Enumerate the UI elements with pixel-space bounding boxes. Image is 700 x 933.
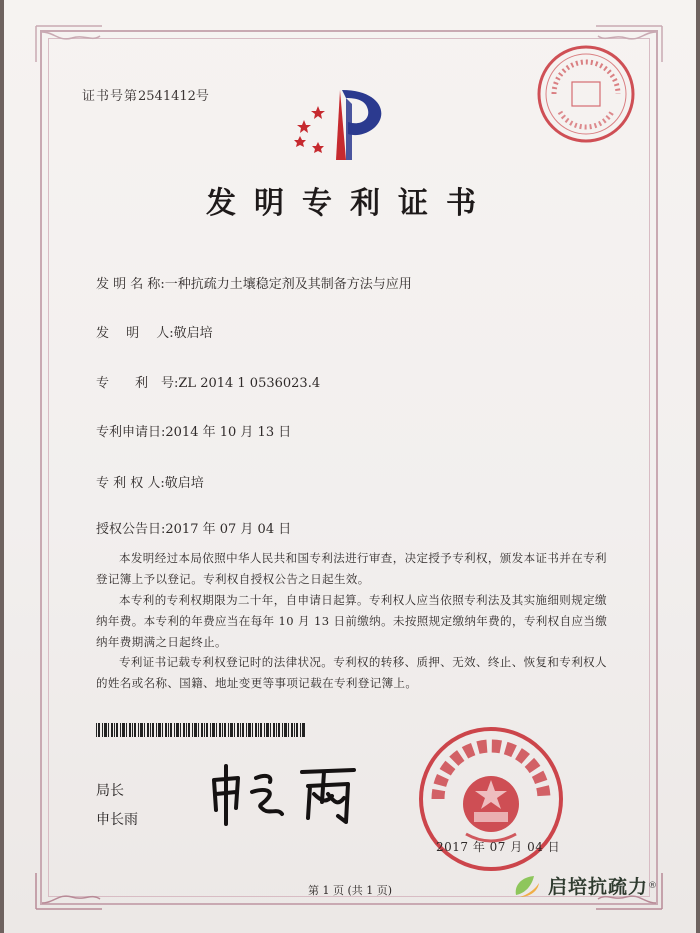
barcode-bar bbox=[284, 723, 287, 737]
certificate-number-value: 2541412 bbox=[138, 89, 196, 104]
barcode-bar bbox=[240, 723, 241, 737]
field-value: 2014 年 10 月 13 日 bbox=[165, 425, 292, 440]
barcode-bar bbox=[300, 723, 301, 737]
paragraph-legal-status bbox=[96, 652, 616, 694]
field-label: 专利申请日: bbox=[96, 425, 166, 440]
barcode-bar bbox=[258, 723, 259, 737]
barcode-bar bbox=[294, 723, 295, 737]
director-name: 申长雨 bbox=[96, 812, 138, 828]
barcode-bar bbox=[206, 723, 208, 737]
paragraph-text: 本专利的专利权期限为二十年，自申请日起算。专利权人应当依照专利法及其实施细则规定缴纳年费。本专利的年费应当在每年 10 月 13 日前缴纳。未按照规定缴纳年费的，专利权自应当缴纳年费期满之日起终止。 bbox=[96, 593, 608, 649]
field-value: ZL 2014 1 0536023.4 bbox=[178, 376, 321, 391]
barcode-bar bbox=[296, 723, 298, 737]
barcode-bar bbox=[260, 723, 262, 737]
registered-mark: ® bbox=[648, 880, 658, 891]
barcode-bar bbox=[122, 723, 125, 737]
certificate-number bbox=[82, 85, 210, 104]
field-value: 敬启培 bbox=[164, 476, 204, 491]
paragraph-grant-statement bbox=[96, 548, 616, 590]
barcode-bar bbox=[228, 723, 229, 737]
barcode-bar bbox=[120, 723, 121, 737]
brand-watermark bbox=[512, 872, 657, 899]
field-inventor bbox=[96, 322, 213, 341]
barcode-bar bbox=[162, 723, 163, 737]
field-label: 发 明 名 称: bbox=[96, 277, 165, 292]
field-label: 授权公告日: bbox=[96, 522, 166, 537]
paragraph-text: 专利证书记载专利权登记时的法律状况。专利权的转移、质押、无效、终止、恢复和专利权人的姓名或名称、国籍、地址变更等事项记载在专利登记簿上。 bbox=[96, 655, 607, 690]
field-application-date bbox=[96, 421, 291, 440]
barcode-bar bbox=[183, 723, 185, 737]
barcode-bar bbox=[291, 723, 293, 737]
barcode-bar bbox=[186, 723, 187, 737]
barcode-bar bbox=[276, 723, 277, 737]
barcode bbox=[96, 722, 306, 736]
barcode-bar bbox=[188, 723, 190, 737]
field-value: 敬启培 bbox=[173, 326, 213, 341]
barcode-bar bbox=[147, 723, 149, 737]
field-patentee bbox=[96, 472, 204, 491]
barcode-bar bbox=[198, 723, 199, 737]
barcode-bar bbox=[129, 723, 131, 737]
barcode-bar bbox=[302, 723, 305, 737]
barcode-bar bbox=[168, 723, 169, 737]
barcode-bar bbox=[252, 723, 253, 737]
barcode-bar bbox=[222, 723, 223, 737]
barcode-bar bbox=[98, 723, 100, 737]
barcode-bar bbox=[210, 723, 211, 737]
field-invention-name bbox=[96, 273, 412, 292]
patent-office-emblem bbox=[290, 84, 402, 164]
barcode-bar bbox=[219, 723, 221, 737]
barcode-bar bbox=[242, 723, 244, 737]
barcode-bar bbox=[248, 723, 251, 737]
barcode-bar bbox=[234, 723, 235, 737]
field-value: 2017 年 07 月 04 日 bbox=[165, 522, 292, 537]
barcode-bar bbox=[132, 723, 133, 737]
barcode-bar bbox=[174, 723, 175, 737]
barcode-bar bbox=[204, 723, 205, 737]
barcode-bar bbox=[96, 723, 97, 737]
barcode-bar bbox=[192, 723, 193, 737]
field-label: 专 利 号: bbox=[96, 376, 179, 391]
field-value: 一种抗疏力土壤稳定剂及其制备方法与应用 bbox=[164, 277, 412, 292]
barcode-bar bbox=[126, 723, 127, 737]
corner-ornament-top-left bbox=[34, 24, 104, 64]
director-title: 局长 bbox=[96, 783, 124, 799]
barcode-bar bbox=[246, 723, 247, 737]
barcode-bar bbox=[176, 723, 179, 737]
field-patent-number bbox=[96, 372, 320, 391]
barcode-bar bbox=[144, 723, 145, 737]
barcode-bar bbox=[237, 723, 239, 737]
barcode-bar bbox=[116, 723, 118, 737]
barcode-bar bbox=[108, 723, 109, 737]
barcode-bar bbox=[255, 723, 257, 737]
certificate-number-suffix: 号 bbox=[195, 89, 210, 104]
barcode-bar bbox=[156, 723, 157, 737]
agency-seal-top bbox=[534, 42, 638, 146]
barcode-bar bbox=[150, 723, 151, 737]
leaf-logo-icon bbox=[512, 873, 542, 899]
barcode-bar bbox=[278, 723, 280, 737]
barcode-bar bbox=[180, 723, 181, 737]
barcode-bar bbox=[270, 723, 271, 737]
page-footer: 第 1 页 (共 1 页) bbox=[307, 884, 393, 897]
barcode-bar bbox=[282, 723, 283, 737]
barcode-bar bbox=[102, 723, 103, 737]
certificate-title: 发明专利证书 bbox=[206, 186, 494, 221]
paragraph-term-statement bbox=[96, 590, 616, 653]
certificate-sheet bbox=[4, 0, 696, 933]
barcode-bar bbox=[158, 723, 161, 737]
barcode-bar bbox=[165, 723, 167, 737]
barcode-bar bbox=[264, 723, 265, 737]
director-block bbox=[96, 780, 138, 838]
barcode-bar bbox=[138, 723, 139, 737]
certificate-number-label: 证书号第 bbox=[82, 89, 139, 104]
seal-date: 2017 年 07 月 04 日 bbox=[436, 840, 561, 854]
barcode-bar bbox=[224, 723, 226, 737]
field-label: 专 利 权 人: bbox=[96, 476, 165, 491]
barcode-bar bbox=[114, 723, 115, 737]
barcode-bar bbox=[288, 723, 289, 737]
barcode-bar bbox=[273, 723, 275, 737]
barcode-bar bbox=[266, 723, 269, 737]
barcode-bar bbox=[152, 723, 154, 737]
barcode-bar bbox=[212, 723, 215, 737]
barcode-bar bbox=[140, 723, 143, 737]
director-signature bbox=[204, 758, 374, 828]
barcode-bar bbox=[230, 723, 233, 737]
barcode-bar bbox=[104, 723, 107, 737]
field-label: 发 明 人: bbox=[96, 326, 174, 341]
paragraph-text: 本发明经过本局依照中华人民共和国专利法进行审查，决定授予专利权，颁发本证书并在专利登记簿上予以登记。专利权自授权公告之日起生效。 bbox=[96, 551, 607, 586]
barcode-bar bbox=[111, 723, 113, 737]
barcode-bar bbox=[216, 723, 217, 737]
watermark-text: 启培抗疏力 bbox=[548, 876, 649, 898]
barcode-bar bbox=[170, 723, 172, 737]
barcode-bar bbox=[201, 723, 203, 737]
field-grant-date bbox=[96, 518, 291, 537]
barcode-bar bbox=[194, 723, 197, 737]
barcode-bar bbox=[134, 723, 136, 737]
